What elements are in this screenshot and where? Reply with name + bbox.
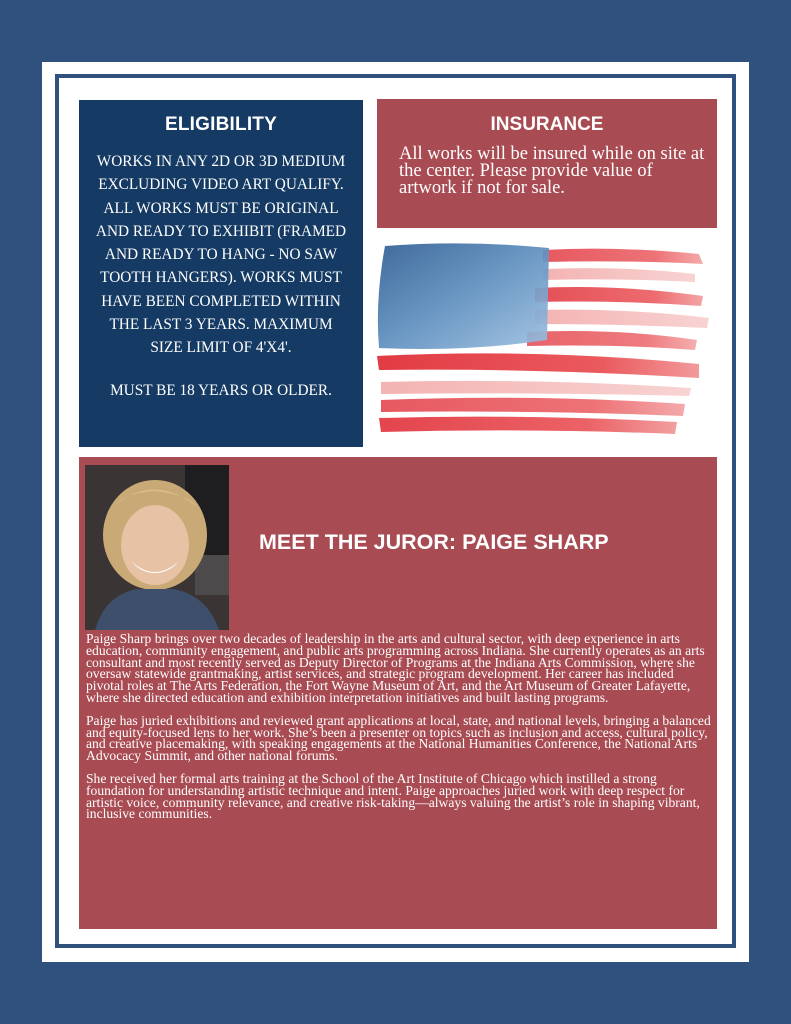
bio-paragraph-3: She received her formal arts training at the School of the Art Institute of Chicago which instilled a strong foundation for understanding artistic technique and intent. Paige approaches juried work with deep respect for artistic voice, community relevance, and creative risk-taking—always valuing the artist’s role in shaping vibrant, inclusive communities. [86,770,700,822]
age-requirement: MUST BE 18 YEARS OR OLDER. [110,381,332,399]
insurance-panel [377,99,717,228]
eligibility-title: ELIGIBILITY [165,114,277,135]
bio-paragraph-2: Paige has juried exhibitions and reviewed grant applications at local, state, and national levels, bringing a balanced and equity-focused lens to her work. She’s been a presenter on topics such as inclusion and access, cultural policy, and creative placemaking, with speaking engagements at the National Humanities Conference, the National Arts Advocacy Summit, and other national forums. [86,712,711,764]
juror-panel [79,457,717,929]
insurance-body: All works will be insured while on site at the center. Please provide value of artwork if not for sale. [399,144,705,198]
insurance-title: INSURANCE [490,114,604,135]
flag-canton [378,243,549,349]
eligibility-panel [79,100,363,447]
juror-bio [86,633,714,831]
watercolor-flag-image [377,240,711,440]
eligibility-body: WORKS IN ANY 2D OR 3D MEDIUM EXCLUDING VIDEO ART QUALIFY. ALL WORKS MUST BE ORIGINAL AND READY TO EXHIBIT (FRAMED AND READY TO HANG - NO SAW TOOTH HANGERS). WORKS MUST HAVE BEEN COMPLETED WITHIN THE LAST 3 YEARS. MAXIMUM SIZE LIMIT OF 4'X4'. [95,153,347,357]
bio-paragraph-1: Paige Sharp brings over two decades of leadership in the arts and cultural sector, with deep experience in arts education, community engagement, and public arts programming across Indiana. She currently operates as an arts consultant and most recently served as Deputy Director of Programs at the Indiana Arts Commission, where she oversaw statewide grantmaking, artist services, and strategic program development. Her career has included pivotal roles at The Arts Federation, the Fort Wayne Museum of Art, and the Art Museum of Greater Lafayette, where she directed education and exhibition interpretation initiatives and built lasting programs. [86,631,705,705]
juror-title: MEET THE JUROR: PAIGE SHARP [259,530,609,554]
juror-photo [85,465,229,630]
